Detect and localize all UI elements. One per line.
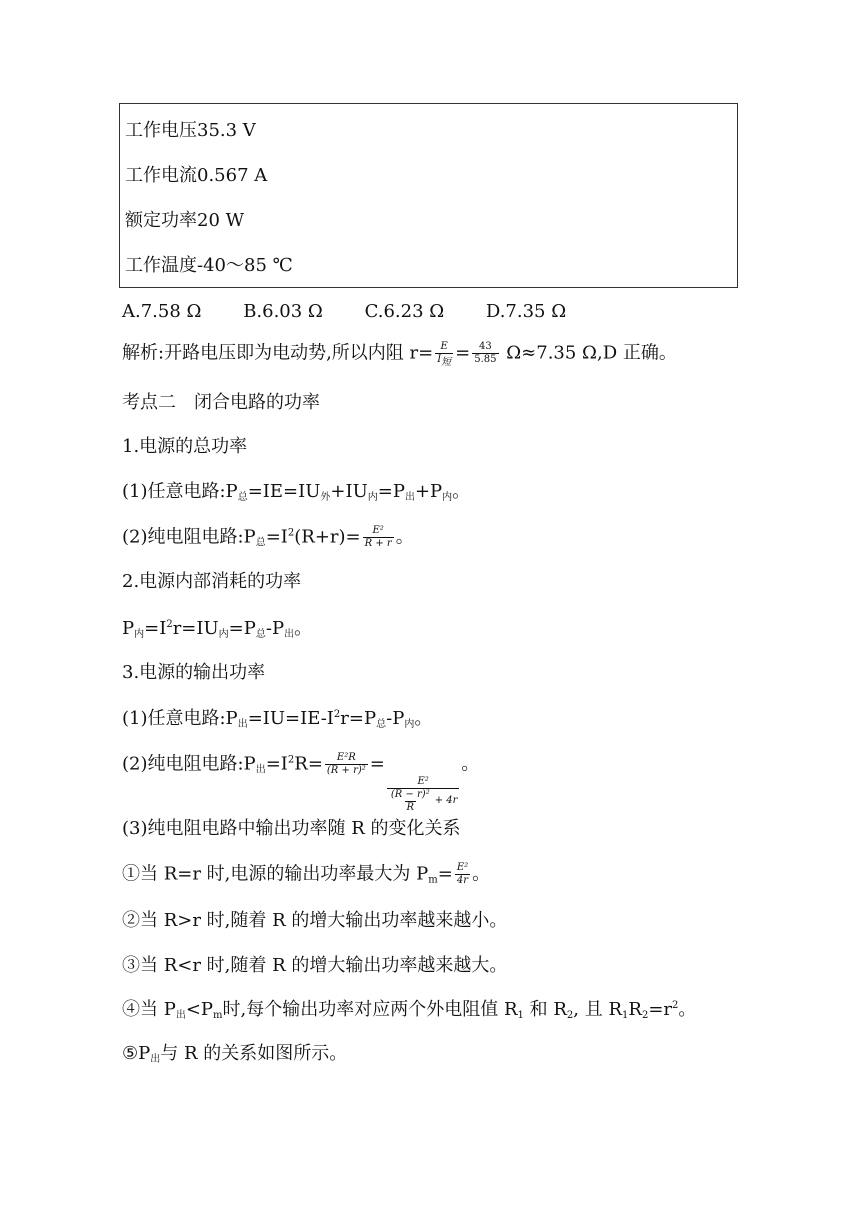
subscript: 2 [566,1010,574,1021]
equals-sign: = [437,863,453,885]
option-c: C.6.23 Ω [364,301,445,322]
heading-internal-power: 2.电源内部消耗的功率 [122,571,302,592]
case-4 [122,999,696,1021]
superscript: 2 [287,527,295,539]
subscript: 总 [255,629,266,640]
fraction-numerator: E² [372,525,384,536]
plus-term: + 4r [434,795,458,806]
text: ④当 P [122,999,176,1020]
analysis-prefix: 解析:开路电压即为电动势,所以内阻 r= [122,342,434,364]
text: =r [648,999,672,1020]
subscript: m [428,874,438,886]
option-a: A.7.58 Ω [122,301,202,322]
spec-row-power: 额定功率20 W [125,210,245,231]
text: -P [265,618,285,639]
subscript: 内 [134,629,145,640]
subscript: 总 [237,492,248,503]
text: 。 [414,708,433,729]
fraction-numerator: 43 [479,341,492,352]
heading-total-power: 1.电源的总功率 [122,436,248,457]
formula-output-any-circuit [122,708,432,730]
fraction-e-over-i [435,341,453,366]
nested-sum [389,789,458,814]
formula-internal-power [122,618,312,640]
text: ⑤P [122,1043,151,1064]
den-symbol: I [437,354,442,365]
spec-row-temperature: 工作温度-40～85 ℃ [125,255,293,276]
fraction [363,525,394,550]
option-d: D.7.35 Ω [485,301,567,322]
spec-row-current: 工作电流0.567 A [125,165,268,186]
heading-variation: (3)纯电阻电路中输出功率随 R 的变化关系 [122,818,461,839]
case-5 [122,1043,347,1065]
text: +P [414,481,443,502]
case-1 [122,862,490,887]
subscript: 1 [622,1010,629,1021]
text: 和 R [523,999,567,1020]
subscript: 内 [404,719,415,730]
subscript: 出 [255,764,266,776]
fraction-numerator: E [440,341,448,352]
subscript: 内 [442,492,453,503]
spec-row-voltage: 工作电压35.3 V [125,120,256,141]
text: 与 R 的关系如图所示。 [160,1043,348,1064]
text: r=P [340,708,377,729]
superscript: 2 [672,1000,679,1011]
heading-output-power: 3.电源的输出功率 [122,662,266,683]
text: -P [386,708,405,729]
text: =I [144,618,167,639]
text: 。 [395,526,414,548]
text: (1)任意电路:P [122,708,238,729]
text: R [628,999,642,1020]
text: 。 [678,999,697,1020]
text: R= [294,753,323,775]
subscript: m [213,1010,223,1021]
text: =IE=IU [247,481,321,502]
subscript: 外 [320,492,331,503]
case-2: ②当 R>r 时,随着 R 的增大输出功率越来越小。 [122,910,508,931]
section-title: 考点二 闭合电路的功率 [122,392,320,413]
equals-sign: = [455,342,471,364]
text: =IU=IE-I [247,708,334,729]
text: <P [185,999,214,1020]
nested-row [389,789,458,814]
formula-output-pure-resistance [122,752,479,814]
analysis-line [122,341,677,366]
answer-options [122,301,566,323]
text: +IU [330,481,368,502]
text: =P [377,481,405,502]
fraction-denominator: 5.85 [474,354,497,365]
fraction-e2r [325,752,368,777]
text: ①当 R=r 时,电源的输出功率最大为 P [122,863,429,885]
inner-fraction [389,789,432,814]
subscript: 出 [150,1054,161,1065]
text: =I [265,753,288,775]
subscript: 总 [376,719,387,730]
subscript: 内 [218,629,229,640]
inner-numerator: (R − r)² [390,788,430,800]
text: (1)任意电路:P [122,481,238,502]
text: =I [265,526,288,548]
text: (2)纯电阻电路:P [122,526,256,548]
subscript: 出 [404,492,415,503]
formula-total-pure-resistance [122,525,414,550]
inner-denominator: R [406,801,415,813]
text: P [122,618,135,639]
text: 时,每个输出功率对应两个外电阻值 R [222,999,518,1020]
subscript: 总 [255,537,266,549]
fraction-numeric [472,341,498,366]
option-b: B.6.03 Ω [243,301,323,322]
fraction-nested [387,776,460,814]
fraction-denominator: (R + r)² [326,765,366,776]
text: r=IU [172,618,219,639]
text: (R+r)= [294,526,361,548]
subscript: 1 [517,1010,524,1021]
subscript: 出 [237,719,248,730]
superscript: 2 [166,619,173,630]
fraction-numerator: E² [417,775,429,787]
spec-table [119,103,738,288]
formula-total-any-circuit [122,481,470,503]
fraction-numerator: E²R [336,752,356,763]
superscript: 2 [333,709,341,720]
superscript: 2 [287,754,295,766]
fraction [455,862,470,887]
text: 。 [472,863,491,885]
text: 。 [294,618,313,639]
subscript: 出 [175,1010,186,1021]
case-3: ③当 R<r 时,随着 R 的增大输出功率越来越大。 [122,955,508,976]
text: =P [228,618,256,639]
fraction-denominator [387,788,460,814]
text: 。 [461,753,480,775]
subscript: 内 [367,492,378,503]
fraction-denominator: R + r [364,538,392,549]
subscript: 出 [284,629,295,640]
text: 。 [452,481,471,502]
analysis-suffix: Ω≈7.35 Ω,D 正确。 [500,342,677,364]
text: , 且 R [573,999,622,1020]
fraction-denominator: 4r [456,875,469,886]
fraction-denominator [435,353,453,366]
subscript: 2 [641,1010,649,1021]
den-subscript: 短 [441,357,452,368]
equals-sign: = [369,753,385,775]
fraction-numerator: E² [456,862,469,873]
text: (2)纯电阻电路:P [122,753,256,775]
